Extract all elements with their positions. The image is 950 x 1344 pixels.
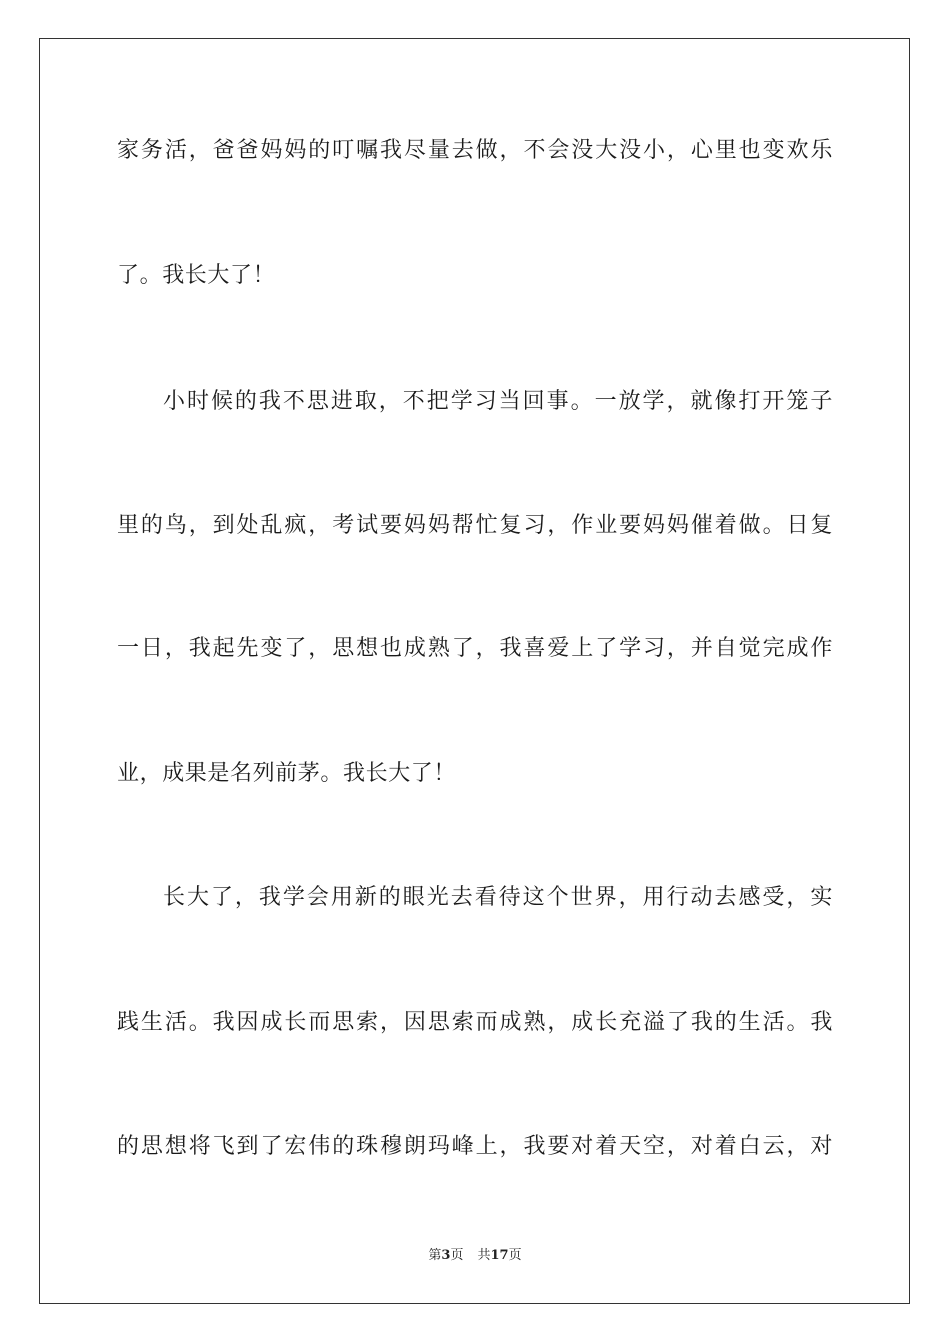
text-line: 的思想将飞到了宏伟的珠穆朗玛峰上，我要对着天空，对着白云，对 [117, 1134, 833, 1159]
total-label-suffix: 页 [508, 1248, 522, 1263]
page-footer [0, 1247, 950, 1265]
text-line: 了。我长大了！ [117, 263, 276, 288]
page-label-suffix: 页 [450, 1248, 464, 1263]
total-label-prefix: 共 [477, 1248, 491, 1263]
text-line-paragraph-start: 长大了，我学会用新的眼光去看待这个世界，用行动去感受，实 [163, 885, 833, 910]
page-current-number: 3 [441, 1248, 451, 1263]
text-line: 家务活，爸爸妈妈的叮嘱我尽量去做，不会没大没小，心里也变欢乐 [117, 138, 833, 163]
page-total-number: 17 [490, 1248, 509, 1263]
text-line: 业，成果是名列前茅。我长大了！ [117, 761, 457, 786]
page-label-prefix: 第 [428, 1248, 442, 1263]
text-line: 一日，我起先变了，思想也成熟了，我喜爱上了学习，并自觉完成作 [117, 636, 833, 661]
text-line: 里的鸟，到处乱疯，考试要妈妈帮忙复习，作业要妈妈催着做。日复 [117, 513, 833, 538]
text-line: 践生活。我因成长而思索，因思索而成熟，成长充溢了我的生活。我 [117, 1010, 833, 1035]
text-line-paragraph-start: 小时候的我不思进取，不把学习当回事。一放学，就像打开笼子 [163, 389, 833, 414]
page-border [39, 38, 910, 1304]
